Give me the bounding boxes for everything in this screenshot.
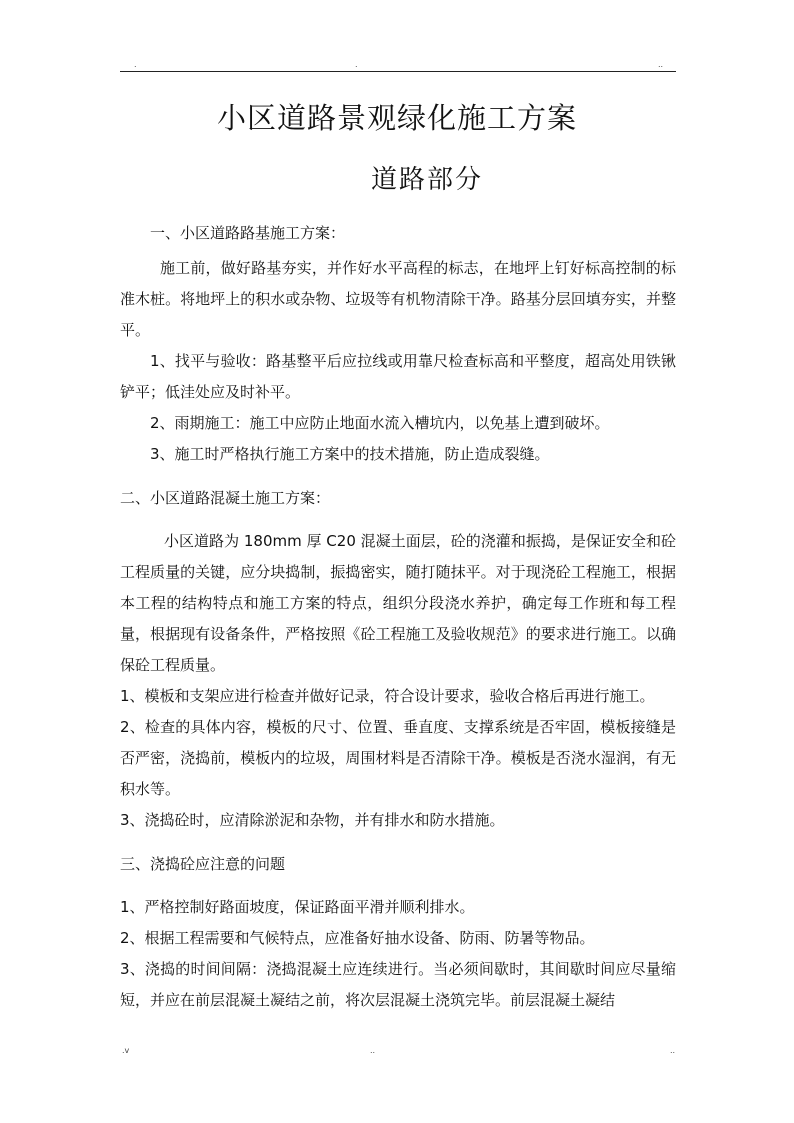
section-1-item-2: 2、雨期施工：施工中应防止地面水流入槽坑内，以免基上遭到破坏。 bbox=[150, 414, 610, 432]
section-1-item-3: 3、施工时严格执行施工方案中的技术措施，防止造成裂缝。 bbox=[150, 445, 550, 463]
section-1-paragraph: 施工前，做好路基夯实，并作好水平高程的标志，在地坪上钉好标高控制的标准木桩。将地坪上的积水或杂物、垃圾等有机物清除干净。路基分层回填夯实，并整平。 bbox=[120, 259, 676, 339]
header-rule bbox=[120, 71, 676, 72]
section-2-heading: 二、小区道路混凝土施工方案： bbox=[120, 489, 331, 507]
section-2-item-1: 1、模板和支架应进行检查并做好记录，符合设计要求，验收合格后再进行施工。 bbox=[120, 687, 655, 705]
section-3-item-3: 3、浇捣的时间间隔：浇捣混凝土应连续进行。当必须间歇时，其间歇时间应尽量缩短，并应在前层混凝土凝结之前，将次层混凝土浇筑完毕。前层混凝土凝结 bbox=[120, 960, 676, 1009]
section-3-item-2: 2、根据工程需要和气候特点，应准备好抽水设备、防雨、防暑等物品。 bbox=[120, 929, 595, 947]
section-2-item-2: 2、检查的具体内容，模板的尺寸、位置、垂直度、支撑系统是否牢固，模板接缝是否严密，浇捣前，模板内的垃圾，周围材料是否清除干净。模板是否浇水湿润，有无积水等。 bbox=[120, 718, 676, 798]
document-subtitle: 道路部分 bbox=[370, 165, 483, 195]
section-1-item-1: 1、找平与验收：路基整平后应拉线或用靠尺检查标高和平整度，超高处用铁锹铲平；低洼处应及时补平。 bbox=[120, 352, 676, 401]
section-1-heading: 一、小区道路路基施工方案： bbox=[150, 224, 346, 242]
footer-mark-center: .. bbox=[370, 1046, 376, 1055]
footer-mark-left: .v bbox=[122, 1046, 130, 1055]
section-3-item-1: 1、严格控制好路面坡度，保证路面平滑并顺利排水。 bbox=[120, 898, 475, 916]
section-3-heading: 三、浇捣砼应注意的问题 bbox=[120, 855, 286, 873]
header-mark-center: . bbox=[355, 60, 358, 69]
header-mark-left: . bbox=[134, 60, 137, 69]
document-body bbox=[120, 218, 676, 1016]
section-2-paragraph: 小区道路为 180mm 厚 C20 混凝土面层，砼的浇灌和振捣，是保证安全和砼工程质量的关键，应分块捣制，振捣密实，随打随抹平。对于现浇砼工程施工，根据本工程的结构特点和施工方案的特点，组织分段浇水养护，确定每工作班和每工程量，根据现有设备条件，严格按照《砼工程施工及验收规范》的要求进行施工。以确保砼工程质量。 bbox=[120, 532, 676, 674]
document-title: 小区道路景观绿化施工方案 bbox=[216, 101, 577, 135]
footer-mark-right: .. bbox=[670, 1046, 676, 1055]
header-mark-right: .. bbox=[658, 60, 664, 69]
section-2-item-3: 3、浇捣砼时，应清除淤泥和杂物，并有排水和防水措施。 bbox=[120, 811, 505, 829]
